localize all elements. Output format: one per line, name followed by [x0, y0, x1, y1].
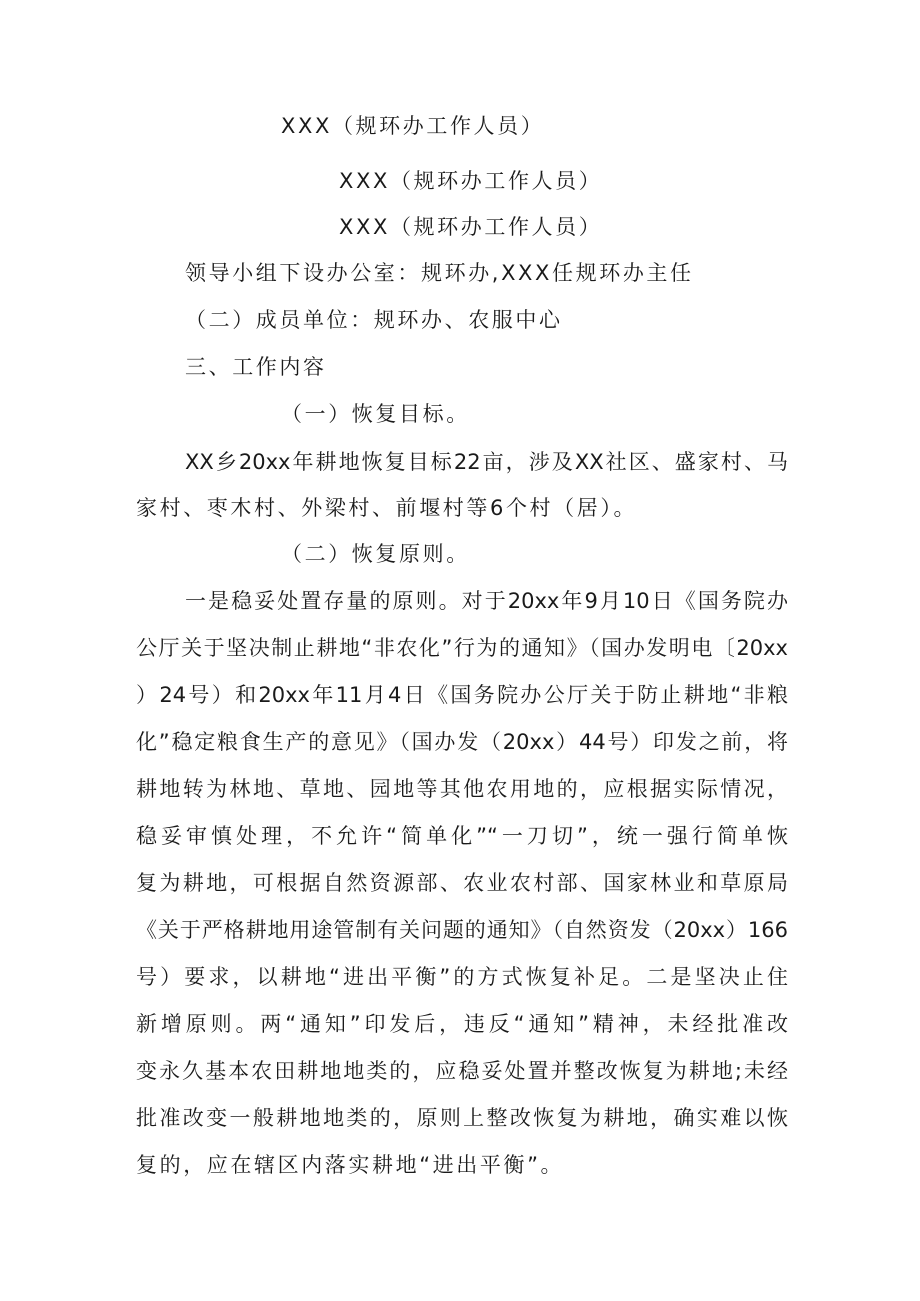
- member-units-line: （二）成员单位：规环办、农服中心: [185, 308, 563, 332]
- principle-paragraph-line: 公厅关于坚决制止耕地“非农化”行为的通知》（国办发明电〔20xx: [136, 636, 788, 660]
- principle-paragraph-line: 《关于严格耕地用途管制有关问题的通知》（自然资发（20xx）166: [136, 918, 788, 942]
- staff-line-1: XXX（规环办工作人员）: [281, 114, 545, 138]
- subsection-principle-heading: （二）恢复原则。: [281, 542, 470, 566]
- staff-line-2: XXX（规环办工作人员）: [339, 169, 603, 193]
- principle-paragraph-line: ）24号）和20xx年11月4日《国务院办公厅关于防止耕地“非粮: [136, 683, 788, 707]
- office-line: 领导小组下设办公室：规环办,XXX任规环办主任: [185, 261, 694, 285]
- principle-paragraph-line: 新增原则。两“通知”印发后，违反“通知”精神，未经批准改: [136, 1012, 788, 1036]
- principle-paragraph-line: 批准改变一般耕地地类的，原则上整改恢复为耕地，确实难以恢: [136, 1106, 788, 1130]
- principle-paragraph-line: 耕地转为林地、草地、园地等其他农用地的，应根据实际情况，: [136, 777, 788, 801]
- principle-paragraph-line: 复的，应在辖区内落实耕地“进出平衡”。: [136, 1153, 565, 1177]
- section-three-heading: 三、工作内容: [185, 355, 327, 379]
- principle-paragraph-line: 号）要求，以耕地“进出平衡”的方式恢复补足。二是坚决止住: [136, 965, 788, 989]
- subsection-goal-heading: （一）恢复目标。: [281, 402, 470, 426]
- goal-paragraph-line: XX乡20xx年耕地恢复目标22亩，涉及XX社区、盛家村、马: [185, 450, 788, 474]
- principle-paragraph-line: 复为耕地，可根据自然资源部、农业农村部、国家林业和草原局: [136, 871, 788, 895]
- principle-paragraph-line: 稳妥审慎处理，不允许“简单化”“一刀切”，统一强行简单恢: [136, 824, 788, 848]
- principle-paragraph-line: 变永久基本农田耕地地类的，应稳妥处置并整改恢复为耕地;未经: [136, 1059, 788, 1083]
- staff-line-3: XXX（规环办工作人员）: [339, 215, 603, 239]
- goal-paragraph-line: 家村、枣木村、外梁村、前堰村等6个村（居）。: [136, 496, 638, 520]
- principle-paragraph-line: 化”稳定粮食生产的意见》（国办发（20xx）44号）印发之前，将: [136, 730, 788, 754]
- principle-paragraph-line: 一是稳妥处置存量的原则。对于20xx年9月10日《国务院办: [185, 589, 788, 613]
